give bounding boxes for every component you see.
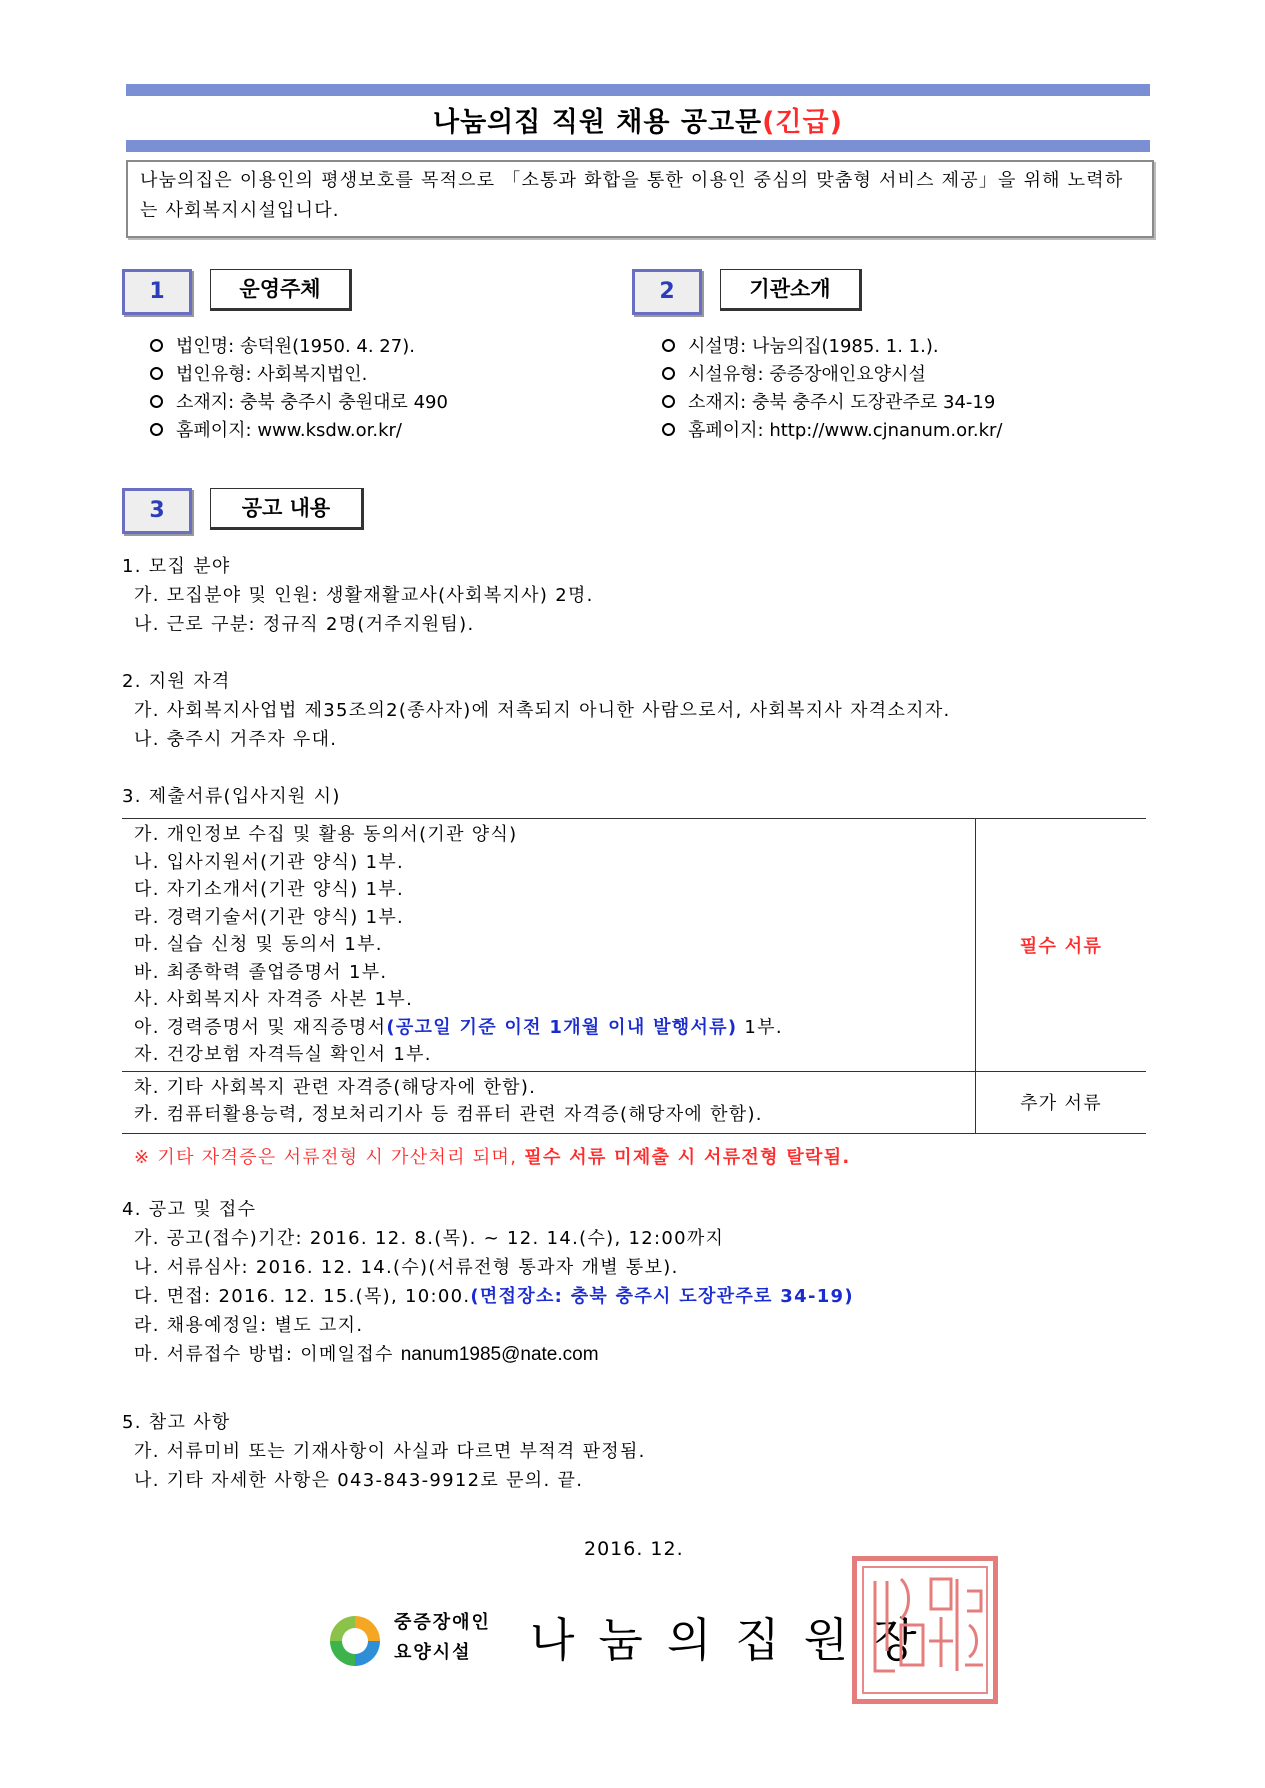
circle-bullet-icon <box>150 423 163 436</box>
issue-date: 2016. 12. <box>584 1538 684 1560</box>
bottom-rule <box>126 140 1150 152</box>
section-2-number: 2 <box>632 269 702 315</box>
recruit-field: 1. 모집 분야 가. 모집분야 및 인원: 생활재활교사(사회복지사) 2명. 나. 근로 구분: 정규직 2명(거주지원팀). <box>122 556 594 635</box>
section-3-label: 공고 내용 <box>210 488 364 530</box>
list-item: 법인명: 송덕원(1950. 4. 27). <box>150 333 448 361</box>
intro-box: 나눔의집은 이용인의 평생보호를 목적으로 「소통과 화합을 통한 이용인 중심의 맞춤형 서비스 제공」을 위해 노력하는 사회복지시설입니다. <box>126 160 1154 238</box>
urgent-tag: (긴급) <box>762 107 843 138</box>
list-item: 홈페이지: http://www.cjnanum.or.kr/ <box>662 417 1003 445</box>
top-rule <box>126 84 1150 96</box>
table-row: 가. 개인정보 수집 및 활용 동의서(기관 양식) 나. 입사지원서(기관 양식) 1부. 다. 자기소개서(기관 양식) 1부. 라. 경력기술서(기관 양식) 1부. 마. 실습 신청 및 동의서 1부. 바. 최종학력 졸업증명서 1부. 사. 사회복지사 자격증 사본 1부. 아. 경력증명서 및 재직증명서(공고일 기준 이전 1개월 이내 발행서류) 1부. 자. 건강보험 자격득실 확인서 1부. 필수 서류 <box>122 819 1146 1072</box>
circle-bullet-icon <box>150 395 163 408</box>
facility-info-list <box>662 333 1003 445</box>
list-item: 홈페이지: www.ksdw.or.kr/ <box>150 417 448 445</box>
section-1-number: 1 <box>122 269 192 315</box>
list-item: 시설유형: 중증장애인요양시설 <box>662 361 1003 389</box>
director-title: 나눔의집원장 <box>530 1613 941 1667</box>
circle-bullet-icon <box>662 339 675 352</box>
email-address: nanum1985@nate.com <box>400 1344 599 1365</box>
facility-logo-icon <box>326 1612 384 1670</box>
circle-bullet-icon <box>150 339 163 352</box>
references: 5. 참고 사항 가. 서류미비 또는 기재사항이 사실과 다르면 부적격 판정됨. 나. 기타 자세한 사항은 043-843-9912로 문의. 끝. <box>122 1412 646 1491</box>
circle-bullet-icon <box>662 395 675 408</box>
table-row: 차. 기타 사회복지 관련 자격증(해당자에 한함). 카. 컴퓨터활용능력, 정보처리기사 등 컴퓨터 관련 자격증(해당자에 한함). 추가 서류 <box>122 1071 1146 1133</box>
section-2-label: 기관소개 <box>720 269 862 311</box>
circle-bullet-icon <box>662 423 675 436</box>
section-3-number: 3 <box>122 488 192 534</box>
list-item: 소재지: 충북 충주시 도장관주로 34-19 <box>662 389 1003 417</box>
seal-stamp-icon <box>857 1561 993 1699</box>
facility-type: 중증장애인 요양시설 <box>394 1612 491 1663</box>
section-1-label: 운영주체 <box>210 269 352 311</box>
qualification: 2. 지원 자격 가. 사회복지사업법 제35조의2(종사자)에 저촉되지 아니한 사람으로서, 사회복지사 자격소지자. 나. 충주시 거주자 우대. <box>122 671 951 750</box>
docs-heading: 3. 제출서류(입사지원 시) <box>122 786 341 807</box>
docs-note: ※ 기타 자격증은 서류전형 시 가산처리 되며, 필수 서류 미제출 시 서류전형 탈락됨. <box>134 1147 851 1168</box>
documents-table <box>122 818 1146 1134</box>
required-label: 필수 서류 <box>1019 935 1103 957</box>
list-item: 시설명: 나눔의집(1985. 1. 1.). <box>662 333 1003 361</box>
extra-label: 추가 서류 <box>1020 1093 1102 1114</box>
org-info-list <box>150 333 448 445</box>
list-item: 법인유형: 사회복지법인. <box>150 361 448 389</box>
official-seal <box>852 1556 998 1704</box>
list-item: 소재지: 충북 충주시 충원대로 490 <box>150 389 448 417</box>
page-title: 나눔의집 직원 채용 공고문(긴급) <box>433 107 843 138</box>
notice-reception: 4. 공고 및 접수 가. 공고(접수)기간: 2016. 12. 8.(목). ~ 12. 14.(수), 12:00까지 나. 서류심사: 2016. 12. 14.(수)(서류전형 통과자 개별 통보). 다. 면접: 2016. 12. 15.(목), 10:00.(면접장소: 충북 충주시 도장관주로 34-19) 라. 채용예정일: 별도 고지. 마. 서류접수 방법: 이메일접수 nanum1985@nate.com <box>122 1199 854 1365</box>
circle-bullet-icon <box>150 367 163 380</box>
circle-bullet-icon <box>662 367 675 380</box>
